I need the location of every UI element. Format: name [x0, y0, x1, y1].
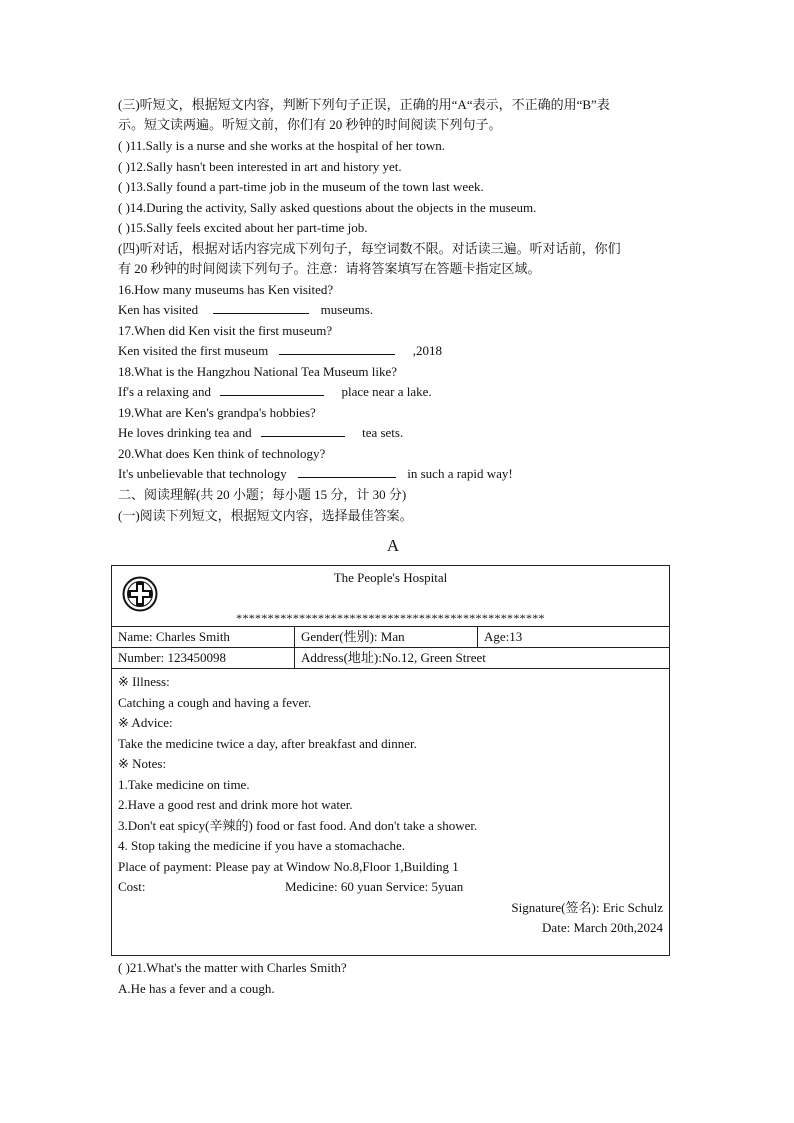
advice-label: ※ Advice:: [118, 715, 173, 730]
hospital-form: [111, 565, 670, 956]
reading-subheading: (一)阅读下列短文，根据短文内容，选择最佳答案。: [118, 508, 413, 523]
signature: Signature(签名): Eric Schulz: [511, 899, 663, 915]
question-19: 19.What are Ken's grandpa's hobbies?: [118, 405, 316, 420]
note-item: 4. Stop taking the medicine if you have a stomachache.: [118, 838, 405, 853]
note-item: 1.Take medicine on time.: [118, 776, 250, 792]
question-12: ( )12.Sally hasn't been interested in art and history yet.: [118, 159, 402, 174]
part4-intro-line1: (四)听对话，根据对话内容完成下列句子，每空词数不限。对话读三遍。听对话前，你们: [118, 241, 621, 256]
question-15: ( )15.Sally feels excited about her part-time job.: [118, 220, 368, 235]
answer-17-suffix: ,2018: [412, 343, 442, 358]
cost-line: [118, 877, 663, 898]
hospital-header: [112, 566, 670, 627]
question-13: ( )13.Sally found a part-time job in the museum of the town last week.: [118, 179, 484, 194]
answer-20-suffix: in such a rapid way!: [407, 466, 513, 481]
cost-label: Cost:: [118, 879, 146, 894]
answer-16-suffix: museums.: [320, 302, 374, 317]
answer-19-suffix: tea sets.: [362, 425, 404, 440]
answer-19-blank[interactable]: [261, 423, 345, 437]
answer-20: [118, 464, 513, 484]
part3-intro-line2: 示。短文读两遍。听短文前，你们有 20 秒钟的时间阅读下列句子。: [118, 117, 502, 132]
question-21: ( )21.What's the matter with Charles Smith?: [118, 960, 347, 975]
question-21-option-a: A.He has a fever and a cough.: [118, 981, 275, 996]
answer-19: [118, 423, 403, 443]
notes-label: ※ Notes:: [118, 756, 167, 771]
answer-17-prefix: Ken visited the first museum: [118, 343, 269, 358]
patient-name-cell: Name: Charles Smith: [112, 627, 295, 648]
answer-16-prefix: Ken has visited: [118, 302, 199, 317]
illness-label: ※ Illness:: [118, 674, 170, 689]
payment-text: Place of payment: Please pay at Window No.8,Floor 1,Building 1: [118, 858, 459, 874]
illness-text: Catching a cough and having a fever.: [118, 694, 312, 710]
number-cell: Number: 123450098: [112, 648, 295, 669]
question-16: 16.How many museums has Ken visited?: [118, 282, 334, 297]
advice-text: Take the medicine twice a day, after breakfast and dinner.: [118, 735, 417, 751]
answer-18-blank[interactable]: [220, 382, 324, 396]
note-item: 2.Have a good rest and drink more hot water.: [118, 797, 353, 812]
answer-16-blank[interactable]: [213, 300, 309, 314]
answer-19-prefix: He loves drinking tea and: [118, 425, 252, 440]
note-item: 3.Don't eat spicy(辛辣的) food or fast food. And don't take a shower.: [118, 817, 478, 833]
gender-cell: Gender(性别): Man: [295, 627, 478, 648]
answer-20-blank[interactable]: [298, 464, 396, 478]
prescription-body: [112, 669, 670, 956]
question-20: 20.What does Ken think of technology?: [118, 446, 326, 461]
answer-17-blank[interactable]: [279, 341, 395, 355]
part4-intro-line2: 有 20 秒钟的时间阅读下列句子。注意：请将答案填写在答题卡指定区域。: [118, 261, 541, 276]
part3-intro-line1: (三)听短文，根据短文内容，判断下列句子正误，正确的用“A“表示，不正确的用“B”表: [118, 97, 610, 112]
answer-20-prefix: It's unbelievable that technology: [118, 466, 287, 481]
section-letter: A: [386, 536, 400, 555]
hospital-name: The People's Hospital: [333, 570, 448, 585]
age-cell: Age:13: [478, 627, 670, 648]
star-divider: *************************************************: [236, 611, 545, 625]
question-17: 17.When did Ken visit the first museum?: [118, 323, 333, 338]
answer-17: [118, 341, 442, 361]
question-11: ( )11.Sally is a nurse and she works at the hospital of her town.: [118, 138, 445, 153]
address-cell: Address(地址):No.12, Green Street: [295, 648, 670, 669]
answer-16: [118, 300, 373, 320]
reading-heading: 二、阅读理解(共 20 小题；每小题 15 分，计 30 分): [118, 487, 407, 502]
cost-detail: Medicine: 60 yuan Service: 5yuan: [284, 879, 464, 894]
question-18: 18.What is the Hangzhou National Tea Museum like?: [118, 364, 397, 379]
answer-18: [118, 382, 432, 402]
answer-18-prefix: If's a relaxing and: [118, 384, 211, 399]
question-14: ( )14.During the activity, Sally asked questions about the objects in the museum.: [118, 200, 537, 215]
answer-18-suffix: place near a lake.: [341, 384, 432, 399]
date: Date: March 20th,2024: [542, 920, 663, 935]
